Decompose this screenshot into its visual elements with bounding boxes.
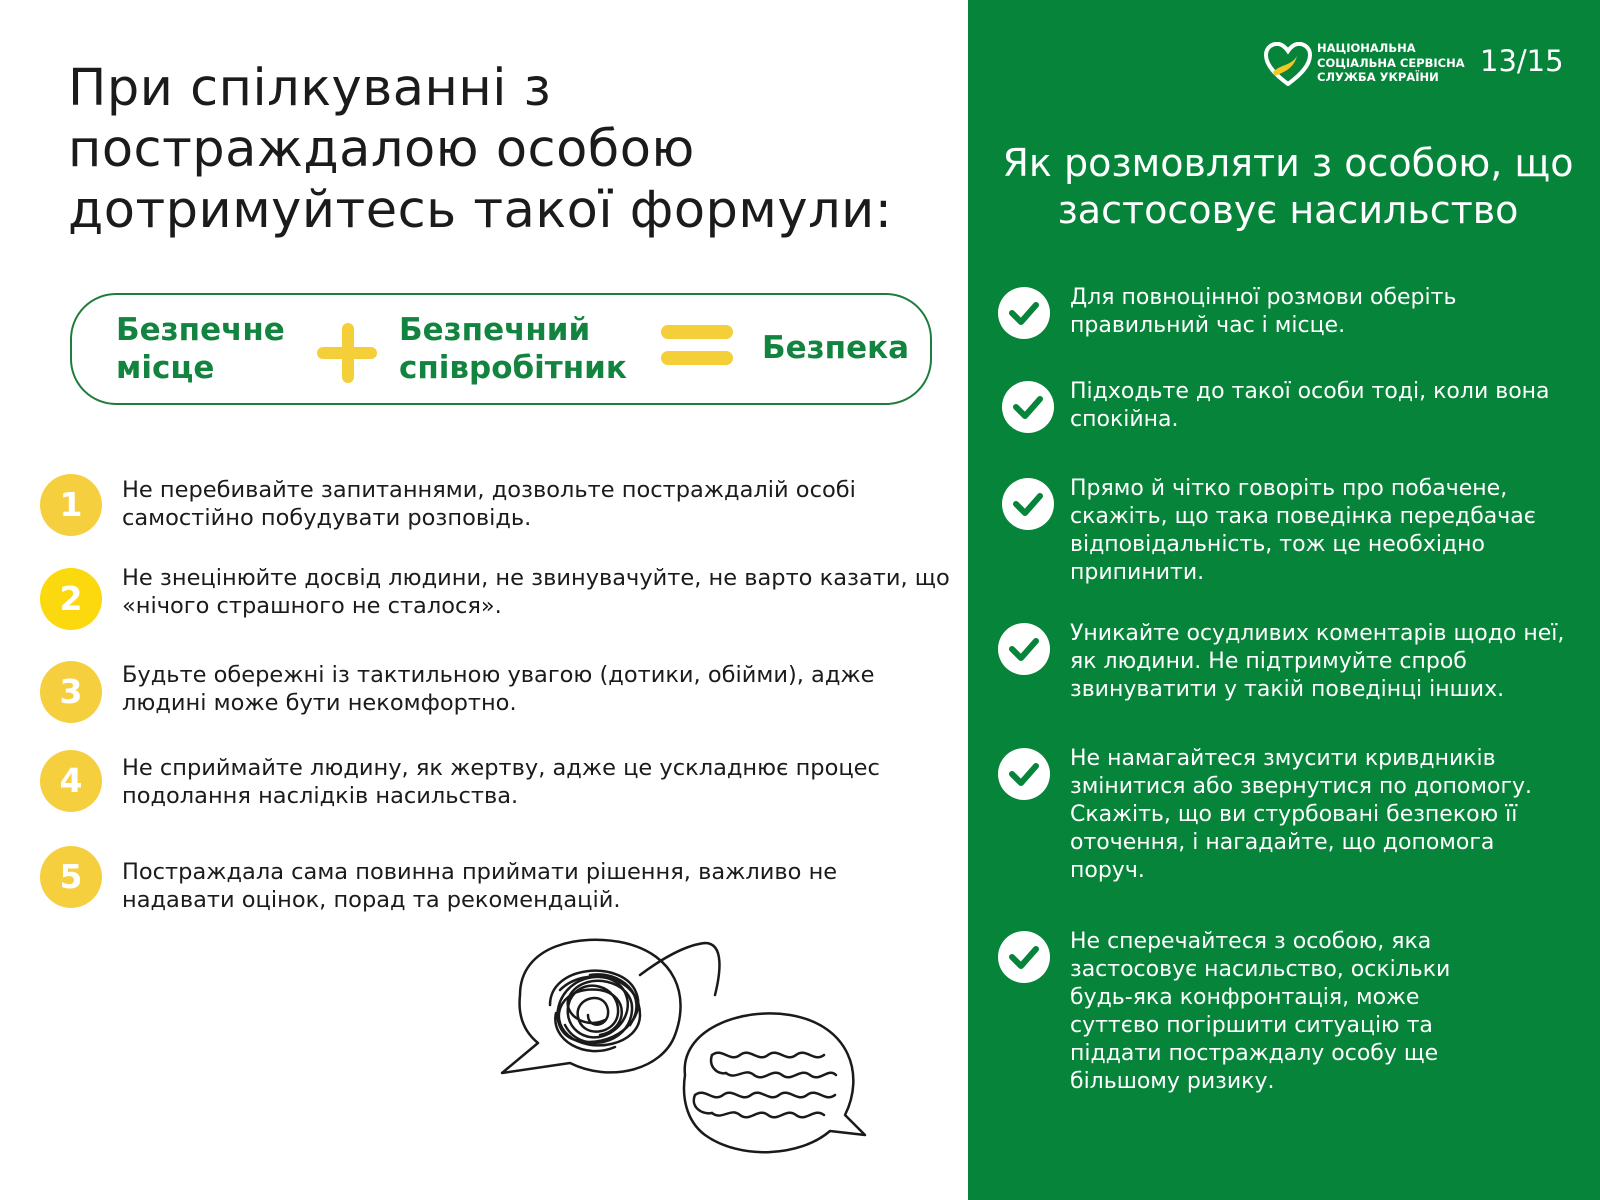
advice-text: Уникайте осудливих коментарів щодо неї, як людини. Не підтримуйте спроб звинуватити у такій поведінці інших. <box>1070 621 1565 702</box>
page-indicator: 13/15 <box>1480 44 1564 78</box>
checkmark-icon <box>1002 478 1054 530</box>
tip-number-badge: 1 <box>40 474 102 536</box>
advice-text: Не намагайтеся змусити кривдників змінитися або звернутися по допомогу. Скажіть, що ви стурбовані безпекою її оточення, і нагадайте, що допомога поруч. <box>1070 746 1533 883</box>
tip-number-badge: 2 <box>40 568 102 630</box>
tip-number-badge: 5 <box>40 846 102 908</box>
checkmark-icon <box>1002 381 1054 433</box>
tip-text: Не перебивайте запитаннями, дозвольте постраждалій особі самостійно побудувати розповідь. <box>122 477 856 531</box>
speech-bubbles-illustration <box>490 935 890 1185</box>
tip-text: Постраждала сама повинна приймати рішення, важливо не надавати оцінок, порад та рекомендацій. <box>122 859 838 913</box>
tip-text: Не знецінюйте досвід людини, не звинувачуйте, не варто казати, що «нічого страшного не сталося». <box>122 565 950 619</box>
heart-logo-icon <box>1263 42 1313 86</box>
logo-text: НАЦІОНАЛЬНА СОЦІАЛЬНА СЕРВІСНА СЛУЖБА УКРАЇНИ <box>1317 41 1465 84</box>
advice-text: Підходьте до такої особи тоді, коли вона спокійна. <box>1070 379 1550 432</box>
tip-number-badge: 3 <box>40 661 102 723</box>
tip-number-badge: 4 <box>40 750 102 812</box>
formula-term-safe-employee: Безпечний співробітник <box>399 312 627 386</box>
tip-text: Будьте обережні із тактильною увагою (дотики, обійми), адже людині може бути некомфортно. <box>122 662 875 716</box>
page-title: При спілкуванні з постраждалою особою дотримуйтесь такої формули: <box>68 59 893 240</box>
checkmark-icon <box>998 748 1050 800</box>
checkmark-icon <box>998 287 1050 339</box>
equals-icon <box>661 323 733 367</box>
plus-icon <box>317 323 377 383</box>
tip-text: Не сприймайте людину, як жертву, адже це ускладнює процес подолання наслідків насильства. <box>122 755 880 809</box>
nsss-logo <box>1263 40 1473 88</box>
section-title: Як розмовляти з особою, що застосовує насильство <box>1002 141 1574 232</box>
formula-term-safe-place: Безпечне місце <box>116 312 285 386</box>
advice-text: Не сперечайтеся з особою, яка застосовує насильство, оскільки будь-яка конфронтація, може суттєво погіршити ситуацію та піддати постраждалу особу ще більшому ризику. <box>1070 929 1451 1094</box>
formula-result: Безпека <box>762 330 910 366</box>
checkmark-icon <box>998 931 1050 983</box>
checkmark-icon <box>998 623 1050 675</box>
safety-formula <box>70 293 932 405</box>
advice-text: Прямо й чітко говоріть про побачене, скажіть, що така поведінка передбачає відповідальність, тож це необхідно припинити. <box>1070 476 1536 585</box>
advice-text: Для повноцінної розмови оберіть правильний час і місце. <box>1070 285 1457 338</box>
